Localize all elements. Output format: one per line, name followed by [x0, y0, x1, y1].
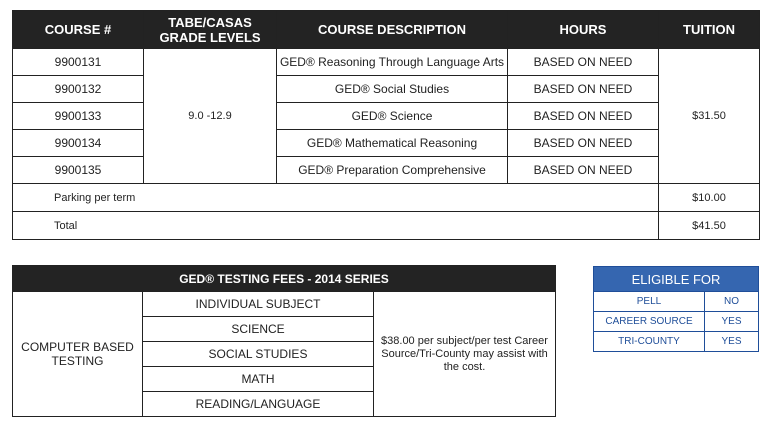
header-course-num: COURSE #: [13, 11, 144, 49]
testing-method: COMPUTER BASED TESTING: [13, 292, 143, 417]
eligibility-program: CAREER SOURCE: [594, 312, 705, 332]
table-row: [13, 76, 760, 103]
eligibility-value: NO: [705, 292, 759, 312]
course-table: [12, 10, 760, 240]
testing-fees-title: GED® TESTING FEES - 2014 SERIES: [13, 266, 556, 292]
course-number: 9900134: [13, 130, 144, 157]
course-hours: BASED ON NEED: [508, 103, 659, 130]
grade-levels-cell: 9.0 -12.9: [144, 49, 277, 184]
fee-amount: $10.00: [659, 184, 760, 212]
eligibility-program: TRI-COUNTY: [594, 332, 705, 352]
course-description: GED® Social Studies: [277, 76, 508, 103]
tuition-cell: $31.50: [659, 49, 760, 184]
course-hours: BASED ON NEED: [508, 157, 659, 184]
table-row: [13, 157, 760, 184]
test-subject: INDIVIDUAL SUBJECT: [143, 292, 374, 317]
fee-row-parking: [13, 184, 760, 212]
course-description: GED® Preparation Comprehensive: [277, 157, 508, 184]
test-subject: SCIENCE: [143, 317, 374, 342]
course-hours: BASED ON NEED: [508, 76, 659, 103]
course-table-header: [13, 11, 760, 49]
header-description: COURSE DESCRIPTION: [277, 11, 508, 49]
header-grade-levels: TABE/CASAS GRADE LEVELS: [144, 11, 277, 49]
table-row: [13, 292, 556, 317]
header-hours: HOURS: [508, 11, 659, 49]
table-row: [594, 332, 759, 352]
fee-label: Parking per term: [13, 184, 659, 212]
course-number: 9900135: [13, 157, 144, 184]
course-hours: BASED ON NEED: [508, 130, 659, 157]
table-row: [594, 312, 759, 332]
eligibility-table: [593, 266, 759, 352]
test-subject: MATH: [143, 367, 374, 392]
eligibility-program: PELL: [594, 292, 705, 312]
table-row: [13, 103, 760, 130]
eligibility-title: ELIGIBLE FOR: [594, 267, 759, 292]
table-row: [13, 49, 760, 76]
course-description: GED® Reasoning Through Language Arts: [277, 49, 508, 76]
table-row: [13, 130, 760, 157]
fee-label: Total: [13, 212, 659, 240]
course-hours: BASED ON NEED: [508, 49, 659, 76]
test-subject: SOCIAL STUDIES: [143, 342, 374, 367]
header-tuition: TUITION: [659, 11, 760, 49]
eligibility-value: YES: [705, 312, 759, 332]
eligibility-value: YES: [705, 332, 759, 352]
course-description: GED® Science: [277, 103, 508, 130]
test-cost-note: $38.00 per subject/per test Career Source/Tri-County may assist with the cost.: [374, 292, 556, 417]
fee-row-total: [13, 212, 760, 240]
test-subject: READING/LANGUAGE: [143, 392, 374, 417]
testing-fees-table: [12, 265, 556, 417]
course-number: 9900131: [13, 49, 144, 76]
fee-amount: $41.50: [659, 212, 760, 240]
course-number: 9900133: [13, 103, 144, 130]
table-row: [594, 292, 759, 312]
course-description: GED® Mathematical Reasoning: [277, 130, 508, 157]
course-number: 9900132: [13, 76, 144, 103]
